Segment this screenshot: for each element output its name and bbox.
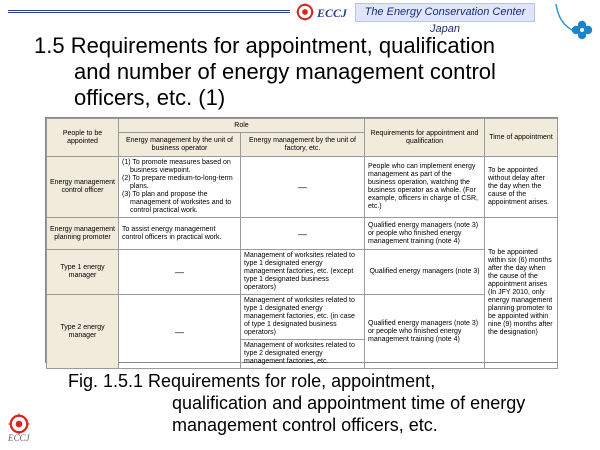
requirements-table [45, 117, 558, 363]
title-line-1: 1.5 Requirements for appointment, qualification [34, 33, 496, 58]
planning-and-managers-time: To be appointed within six (6) months after the day when the cause of the appointment arises (In JFY 2010, only energy management planning promoter to be appointed within nine (9) months after the designation) [485, 218, 558, 369]
emco-factory-role: — [241, 157, 365, 218]
type2-factory-role-a: Management of worksites related to type 1 designated energy management factories, etc. (in case of type 1 designated business operators) [241, 295, 365, 340]
planning-requirements: Qualified energy managers (note 3) or people who finished energy management training (note 4) [365, 218, 485, 250]
emco-time: To be appointed without delay after the day when the cause of the appointment arises. [485, 157, 558, 218]
figure-caption [68, 370, 525, 436]
caption-line-2: qualification and appointment time of energy [172, 393, 526, 413]
planning-business-role: To assist energy management control officers in practical work. [119, 218, 241, 250]
type1-requirements: Qualified energy managers (note 3) [365, 250, 485, 295]
type2-requirements: Qualified energy managers (note 3) or people who finished energy management training (note 4) [365, 295, 485, 369]
footer-logo-text: ECCJ [8, 433, 30, 443]
row-label-emco: Energy management control officer [47, 157, 119, 218]
col-header-requirements: Requirements for appointment and qualification [365, 119, 485, 157]
col-header-role-business: Energy management by the unit of business operator [119, 133, 241, 157]
type1-business-role: — [119, 250, 241, 295]
row-label-type2-manager: Type 2 energy manager [47, 295, 119, 369]
organization-name: The Energy Conservation Center Japan [355, 3, 535, 22]
col-header-role: Role [119, 119, 365, 133]
type2-business-role: — [119, 295, 241, 369]
row-label-planning-promoter: Energy management planning promoter [47, 218, 119, 250]
header-rule [8, 10, 290, 13]
type1-factory-role: Management of worksites related to type 1 designated energy management factories, etc. (except type 1 designated business operators) [241, 250, 365, 295]
eccj-logo-text: ECCJ [317, 6, 348, 20]
emco-requirements: People who can implement energy management as part of the business operation, watching the business operator as a whole. (For example, officers in charge of CSR, etc.) [365, 157, 485, 218]
emco-role-item-1: (1) To promote measures based on business viewpoint. [122, 159, 231, 174]
col-header-people: People to be appointed [47, 119, 119, 157]
title-line-2: and number of energy management control [74, 59, 496, 84]
caption-line-1: Fig. 1.5.1 Requirements for role, appointment, [68, 371, 436, 391]
type2-factory-role-b: Management of worksites related to type 2 designated energy management factories, etc. [241, 340, 365, 369]
emco-business-role [119, 157, 241, 218]
title-line-3: officers, etc. (1) [74, 85, 226, 110]
col-header-role-factory: Energy management by the unit of factory, etc. [241, 133, 365, 157]
emco-role-item-2: (2) To prepare medium-to-long-term plans. [122, 175, 233, 190]
clover-logo-icon [552, 0, 597, 45]
planning-factory-role: — [241, 218, 365, 250]
caption-line-3: management control officers, etc. [172, 415, 438, 435]
footer-eccj-logo-icon [8, 413, 30, 435]
eccj-logo-icon [296, 3, 314, 21]
slide-title [34, 33, 554, 111]
row-label-type1-manager: Type 1 energy manager [47, 250, 119, 295]
col-header-time: Time of appointment [485, 119, 558, 157]
emco-role-item-3: (3) To plan and propose the management of worksites and to control practical work. [122, 191, 232, 214]
